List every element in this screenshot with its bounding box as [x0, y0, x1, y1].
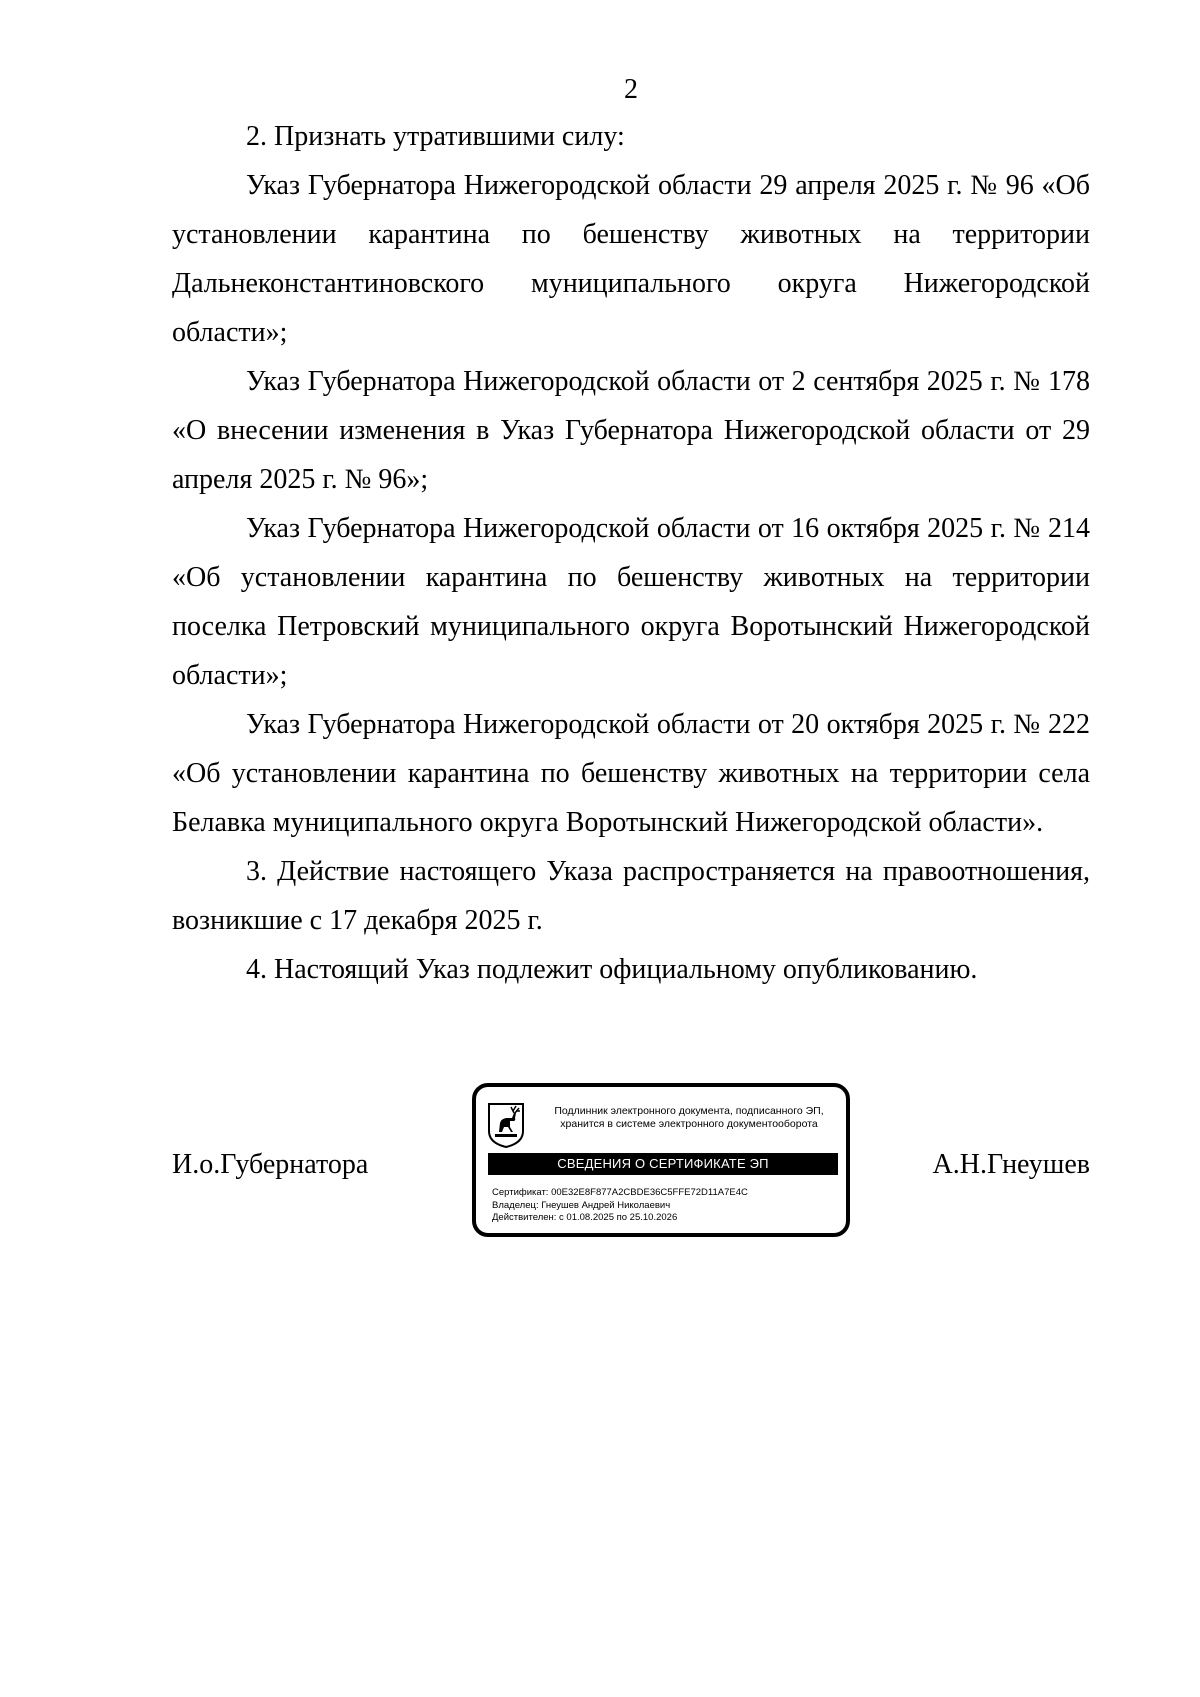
electronic-signature-stamp: [472, 1083, 850, 1237]
signatory-name: А.Н.Гнеушев: [932, 1149, 1090, 1180]
stamp-band-title: СВЕДЕНИЯ О СЕРТИФИКАТЕ ЭП: [488, 1153, 838, 1175]
paragraph: 2. Признать утратившими силу:: [246, 121, 625, 152]
paragraph: 4. Настоящий Указ подлежит официальному опубликованию.: [246, 954, 978, 985]
paragraph: 3. Действие настоящего Указа распространяется на правоотношения, возникшие с 17 декабря 2025 г.: [172, 856, 1090, 936]
page-number: 2: [624, 74, 638, 105]
paragraph: Указ Губернатора Нижегородской области от 16 октября 2025 г. № 214 «Об установлении карантина по бешенству животных на территории поселка Петровский муниципального округа Воротынский Нижегородской области»;: [172, 513, 1090, 691]
paragraph: Указ Губернатора Нижегородской области от 20 октября 2025 г. № 222 «Об установлении карантина по бешенству животных на территории села Белавка муниципального округа Воротынский Нижегородской области».: [172, 709, 1090, 838]
certificate-details: [492, 1187, 842, 1225]
paragraph: Указ Губернатора Нижегородской области 29 апреля 2025 г. № 96 «Об установлении карантина по бешенству животных на территории Дальнеконстантиновского муниципального округа Нижегородской области»;: [172, 170, 1090, 348]
certificate-number: Сертификат: 00E32E8F877A2CBDE36C5FFE72D11A7E4C: [492, 1187, 748, 1198]
stamp-header-line: Подлинник электронного документа, подписанного ЭП,: [554, 1105, 824, 1117]
paragraph: Указ Губернатора Нижегородской области от 2 сентября 2025 г. № 178 «О внесении изменения в Указ Губернатора Нижегородской области от 29 апреля 2025 г. № 96»;: [172, 366, 1090, 495]
certificate-owner: Владелец: Гнеушев Андрей Николаевич: [492, 1199, 671, 1211]
signatory-title: И.о.Губернатора: [172, 1149, 369, 1180]
certificate-validity: Действителен: с 01.08.2025 по 25.10.2026: [492, 1212, 678, 1223]
stamp-header-line: хранится в системе электронного документооборота: [560, 1118, 818, 1130]
stamp-header: [534, 1105, 844, 1131]
document-body: [172, 112, 1090, 994]
signature-block: [172, 1083, 1090, 1243]
coat-of-arms-deer-icon: [486, 1101, 526, 1149]
